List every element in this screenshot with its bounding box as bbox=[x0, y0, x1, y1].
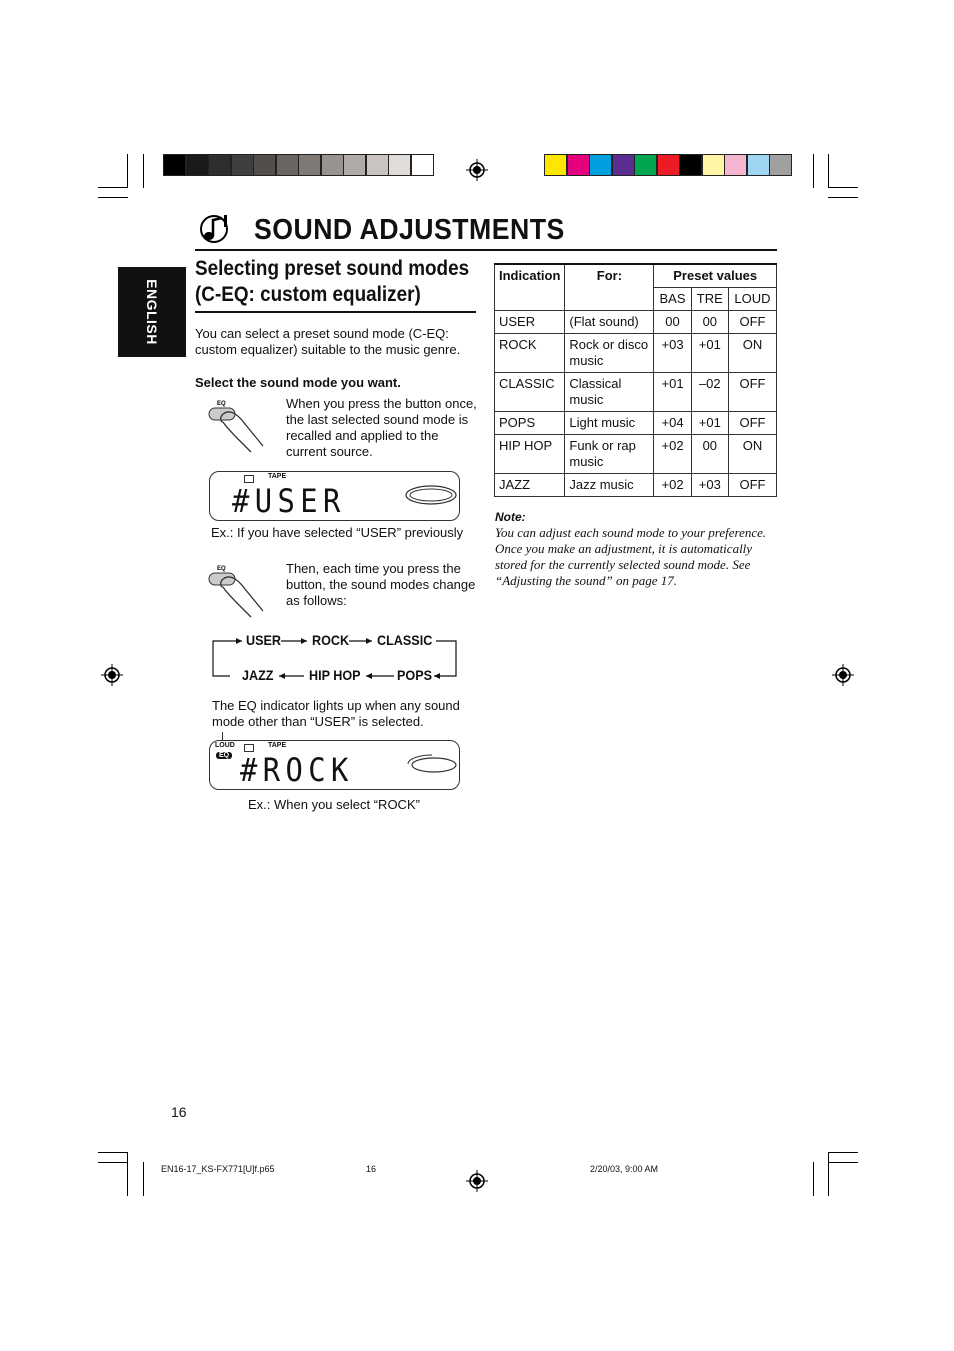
crop-mark bbox=[143, 154, 144, 188]
intro-text bbox=[195, 326, 460, 358]
cell-bas: 00 bbox=[654, 311, 691, 334]
loud-indicator: LOUD bbox=[215, 742, 235, 749]
eq-note-line: mode other than “USER” is selected. bbox=[212, 714, 424, 729]
preset-table bbox=[494, 263, 777, 497]
crop-mark bbox=[828, 1162, 858, 1163]
note-line: “Adjusting the sound” on page 17. bbox=[495, 573, 678, 588]
step-text-line: button, the sound modes change bbox=[286, 577, 476, 592]
step-text-line: the last selected sound mode is bbox=[286, 412, 469, 427]
gray-swatch bbox=[366, 154, 389, 176]
cell-for: Jazz music bbox=[565, 474, 654, 497]
note-line: Once you make an adjustment, it is automatically bbox=[495, 541, 753, 556]
flow-mode-rock: ROCK bbox=[312, 632, 350, 648]
step-text-line: as follows: bbox=[286, 593, 347, 608]
gray-swatch bbox=[186, 154, 209, 176]
col-for: For: bbox=[565, 264, 654, 311]
page-number: 16 bbox=[171, 1104, 187, 1120]
title-rule bbox=[195, 249, 777, 251]
registration-mark-icon bbox=[466, 1170, 488, 1192]
crop-mark bbox=[98, 197, 128, 198]
crop-mark bbox=[127, 1152, 128, 1196]
table-row bbox=[495, 435, 777, 474]
cell-for: Rock or disco music bbox=[565, 334, 654, 373]
color-swatch bbox=[679, 154, 702, 176]
cell-bas: +03 bbox=[654, 334, 691, 373]
color-swatch bbox=[747, 154, 770, 176]
flow-mode-pops: POPS bbox=[397, 667, 433, 683]
cell-bas: +02 bbox=[654, 435, 691, 474]
footer-date: 2/20/03, 9:00 AM bbox=[590, 1164, 659, 1174]
gray-swatch bbox=[253, 154, 276, 176]
gray-swatch bbox=[388, 154, 411, 176]
cell-loud: OFF bbox=[728, 373, 776, 412]
cell-indication: USER bbox=[495, 311, 565, 334]
registration-mark-icon bbox=[832, 664, 854, 686]
col-indication: Indication bbox=[495, 264, 565, 311]
disc-icon bbox=[404, 484, 458, 506]
eq-note-line: The EQ indicator lights up when any sound bbox=[212, 698, 460, 713]
step-text-line: recalled and applied to the bbox=[286, 428, 439, 443]
step-heading: Select the sound mode you want. bbox=[195, 375, 401, 390]
eq-indicator: EQ bbox=[216, 752, 232, 759]
table-row bbox=[495, 311, 777, 334]
crop-mark bbox=[813, 1162, 814, 1196]
section-rule bbox=[195, 311, 476, 313]
gray-swatch bbox=[321, 154, 344, 176]
color-swatch bbox=[724, 154, 747, 176]
table-row bbox=[495, 412, 777, 435]
footer-page: 16 bbox=[366, 1164, 377, 1174]
display-text: #ROCK bbox=[240, 751, 354, 789]
color-swatch bbox=[657, 154, 680, 176]
crop-mark bbox=[127, 154, 128, 188]
cell-tre: 00 bbox=[691, 311, 728, 334]
table-row bbox=[495, 474, 777, 497]
step-text-1 bbox=[286, 396, 477, 460]
step-text-line: current source. bbox=[286, 444, 373, 459]
cell-for: (Flat sound) bbox=[565, 311, 654, 334]
crop-mark bbox=[98, 187, 128, 188]
display-text: #USER bbox=[232, 482, 346, 520]
color-swatch bbox=[589, 154, 612, 176]
cell-for: Funk or rap music bbox=[565, 435, 654, 474]
col-loud: LOUD bbox=[728, 288, 776, 311]
display-caption: Ex.: When you select “ROCK” bbox=[248, 797, 420, 812]
cell-for: Classical music bbox=[565, 373, 654, 412]
crop-mark bbox=[143, 1162, 144, 1196]
section-title-line2: (C-EQ: custom equalizer) bbox=[195, 283, 421, 306]
gray-swatch bbox=[343, 154, 366, 176]
cell-tre: 00 bbox=[691, 435, 728, 474]
gray-swatch bbox=[163, 154, 186, 176]
gray-swatch bbox=[208, 154, 231, 176]
tape-indicator: TAPE bbox=[268, 473, 287, 480]
step-text-2 bbox=[286, 561, 475, 609]
display-panel bbox=[209, 471, 460, 521]
display-panel bbox=[209, 740, 460, 790]
crop-mark bbox=[828, 154, 829, 188]
step-text-line: Then, each time you press the bbox=[286, 561, 461, 576]
crop-mark bbox=[828, 1152, 829, 1196]
crop-mark bbox=[98, 1152, 128, 1153]
color-swatch bbox=[544, 154, 567, 176]
finger-press-eq-icon bbox=[205, 561, 267, 619]
cell-tre: +03 bbox=[691, 474, 728, 497]
flow-mode-classic: CLASSIC bbox=[377, 632, 433, 648]
eq-button-label: EQ bbox=[217, 401, 226, 407]
intro-line: custom equalizer) suitable to the music genre. bbox=[195, 342, 461, 357]
crop-mark bbox=[98, 1162, 128, 1163]
color-swatch bbox=[567, 154, 590, 176]
cell-for: Light music bbox=[565, 412, 654, 435]
cell-indication: ROCK bbox=[495, 334, 565, 373]
cell-loud: OFF bbox=[728, 412, 776, 435]
page-title: SOUND ADJUSTMENTS bbox=[254, 214, 565, 246]
col-bas: BAS bbox=[654, 288, 691, 311]
color-swatch bbox=[634, 154, 657, 176]
cell-tre: +01 bbox=[691, 412, 728, 435]
eq-note bbox=[212, 698, 460, 730]
gray-swatch bbox=[411, 154, 434, 176]
note-label: Note: bbox=[495, 510, 526, 524]
crop-mark bbox=[813, 154, 814, 188]
cell-loud: OFF bbox=[728, 474, 776, 497]
intro-line: You can select a preset sound mode (C-EQ: bbox=[195, 326, 449, 341]
cell-loud: ON bbox=[728, 435, 776, 474]
col-preset: Preset values bbox=[654, 264, 777, 288]
cell-loud: ON bbox=[728, 334, 776, 373]
gray-swatch bbox=[231, 154, 254, 176]
col-tre: TRE bbox=[691, 288, 728, 311]
flow-mode-hiphop: HIP HOP bbox=[309, 667, 361, 683]
crop-mark bbox=[828, 197, 858, 198]
crop-mark bbox=[828, 187, 858, 188]
note-line: stored for the currently selected sound mode. See bbox=[495, 557, 751, 572]
gray-swatch bbox=[298, 154, 321, 176]
step-text-line: When you press the button once, bbox=[286, 396, 477, 411]
table-row bbox=[495, 373, 777, 412]
disc-icon bbox=[406, 753, 458, 775]
color-swatch bbox=[769, 154, 792, 176]
registration-mark-icon bbox=[466, 159, 488, 181]
eq-button-label: EQ bbox=[217, 566, 226, 572]
note-text bbox=[495, 525, 766, 589]
cell-bas: +04 bbox=[654, 412, 691, 435]
music-note-icon bbox=[196, 212, 232, 244]
cell-tre: –02 bbox=[691, 373, 728, 412]
flow-mode-jazz: JAZZ bbox=[242, 667, 274, 683]
tape-indicator: TAPE bbox=[268, 742, 287, 749]
cell-bas: +01 bbox=[654, 373, 691, 412]
finger-press-eq-icon bbox=[205, 396, 267, 454]
cell-loud: OFF bbox=[728, 311, 776, 334]
cell-indication: CLASSIC bbox=[495, 373, 565, 412]
gray-swatch bbox=[276, 154, 299, 176]
crop-mark bbox=[828, 1152, 858, 1153]
footer-file: EN16-17_KS-FX771[U]f.p65 bbox=[161, 1164, 275, 1174]
display-caption: Ex.: If you have selected “USER” previously bbox=[211, 525, 464, 540]
cell-bas: +02 bbox=[654, 474, 691, 497]
section-title bbox=[195, 256, 469, 308]
cell-indication: POPS bbox=[495, 412, 565, 435]
language-tab-label: ENGLISH bbox=[144, 279, 160, 345]
cell-tre: +01 bbox=[691, 334, 728, 373]
section-title-line1: Selecting preset sound modes bbox=[195, 257, 470, 280]
color-swatch bbox=[612, 154, 635, 176]
cell-indication: JAZZ bbox=[495, 474, 565, 497]
note-line: You can adjust each sound mode to your preference. bbox=[495, 525, 767, 540]
color-swatch bbox=[702, 154, 725, 176]
cell-indication: HIP HOP bbox=[495, 435, 565, 474]
language-tab bbox=[118, 267, 186, 357]
flow-mode-user: USER bbox=[246, 632, 282, 648]
registration-mark-icon bbox=[101, 664, 123, 686]
table-row bbox=[495, 334, 777, 373]
